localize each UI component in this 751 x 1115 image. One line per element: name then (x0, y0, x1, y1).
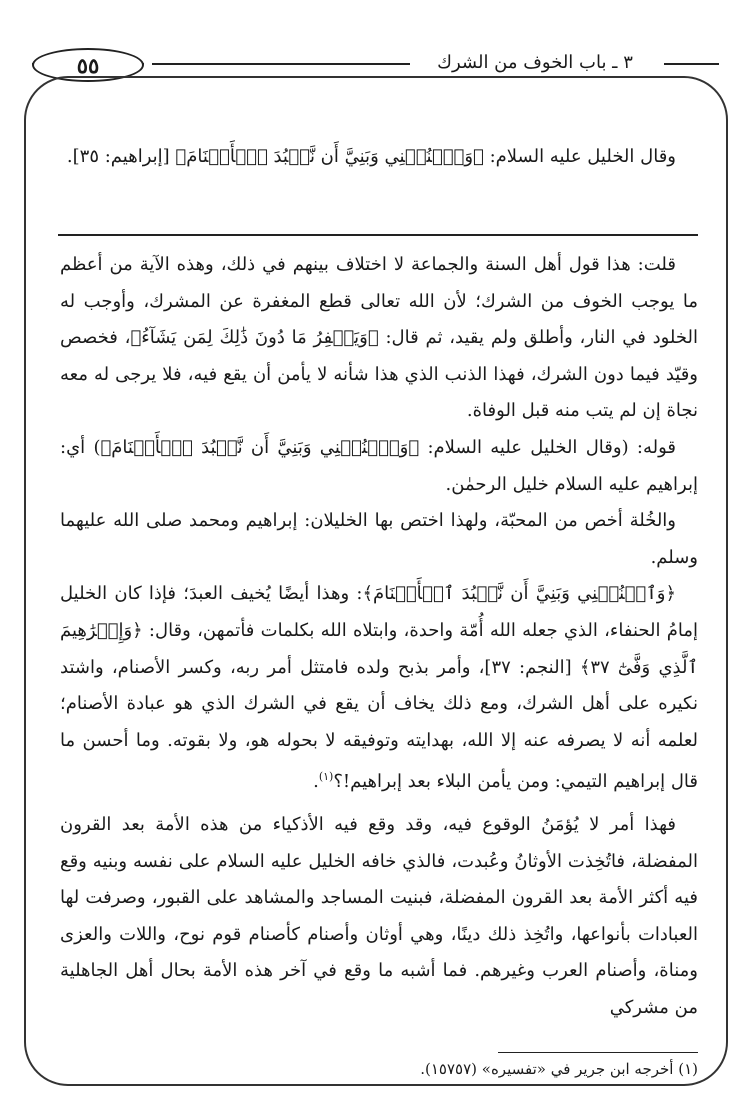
paragraph-2: قوله: (وقال الخليل عليه السلام: ﴿وَٱجۡنُبۡنِي وَبَنِيَّ أَن نَّعۡبُدَ ٱلۡأَصۡنَامَ﴾) أي: إبراهيم عليه السلام خليل الرحمٰن. (60, 436, 698, 495)
page-number-text: ٥٥ (76, 52, 100, 78)
header-rule-middle (152, 63, 410, 65)
matn-quote (60, 134, 698, 179)
header-rule-right (664, 63, 719, 65)
section-separator (58, 234, 698, 236)
paragraph-1: قلت: هذا قول أهل السنة والجماعة لا اختلاف بينهم في ذلك، وهذه الآية من أعظم ما يوجب الخوف من الشرك؛ لأن الله تعالى قطع المغفرة عن المشرك، وأوجب له الخلود في النار، وأطلق ولم يقيد، ثم قال: ﴿وَيَغۡفِرُ مَا دُونَ ذَٰلِكَ لِمَن يَشَآءُ﴾، فخصص وقيّد فيما دون الشرك، فهذا الذنب الذي هذا شأنه لا يأمن أن يقع فيه، فلا يرجى له معه نجاة إن لم يتب منه قبل الوفاة. (60, 254, 698, 422)
footnote: (١) أخرجه ابن جرير في «تفسيره» (١٥٧٥٧). (420, 1060, 698, 1078)
paragraph-3: والخُلة أخص من المحبّة، ولهذا اختص بها الخليلان: إبراهيم ومحمد صلى الله عليهما وسلم. (60, 510, 698, 568)
commentary (60, 247, 698, 1026)
paragraph-4-text: ﴿وَٱجۡنُبۡنِي وَبَنِيَّ أَن نَّعۡبُدَ ٱلۡأَصۡنَامَ﴾: وهذا أيضًا يُخيف العبدَ؛ فإذا كان الخليل إمامُ الحنفاء، الذي جعله الله أُمّة واحدة، وابتلاه الله بكلمات فأتمهن، وقال: ﴿وَإِبۡرَٰهِيمَ ٱلَّذِي وَفَّىٰٓ ٣٧﴾ [النجم: ٣٧]، وأمر بذبح ولده فامتثل أمر ربه، وكسر الأصنام، واشتد نكيره على أهل الشرك، ومع ذلك يخاف أن يقع في الشرك الذي هو عبادة الأصنام؛ لعلمه أنه لا يصرفه عنه إلا الله، بهدايته وتوفيقه لا بحوله هو، ولا بقوته. وما أحسن ما قال إبراهيم التيمي: ومن يأمن البلاء بعد إبراهيم!؟ (60, 583, 699, 793)
running-title: ٣ ـ باب الخوف من الشرك (437, 52, 633, 73)
paragraph-4: ﴿وَٱجۡنُبۡنِي وَبَنِيَّ أَن نَّعۡبُدَ ٱلۡأَصۡنَامَ﴾: وهذا أيضًا يُخيف العبدَ؛ فإذا كان الخليل إمامُ الحنفاء، الذي جعله الله أُمّة واحدة، وابتلاه الله بكلمات فأتمهن، وقال: ﴿وَإِبۡرَٰهِيمَ ٱلَّذِي وَفَّىٰٓ ٣٧﴾ [النجم: ٣٧]، وأمر بذبح ولده فامتثل أمر ربه، وكسر الأصنام، واشتد نكيره على أهل الشرك، ومع ذلك يخاف أن يقع في الشرك الذي هو عبادة الأصنام؛ لعلمه أنه لا يصرفه عنه إلا الله، بهدايته وتوفيقه لا بحوله هو، ولا بقوته. وما أحسن ما قال إبراهيم التيمي: ومن يأمن البلاء بعد إبراهيم!؟$^{(١)}$. (60, 583, 699, 793)
paragraph-5: فهذا أمر لا يُؤمَنُ الوقوع فيه، وقد وقع فيه الأذكياء من هذه الأمة بعد القرون المفضلة، فاتُخِذت الأوثانُ وعُبدت، فالذي خافه الخليل عليه السلام على نفسه وبنيه وقع فيه أكثر الأمة بعد القرون المفضلة، فبنيت المساجد والمشاهد على القبور، وصرفت لها العبادات بأنواعها، واتُخِذ ذلك دينًا، وهي أوثان وأصنام كأصنام قوم نوح، واللات والعزى ومناة، وأصنام العرب وغيرهم. فما أشبه ما وقع في آخر هذه الأمة بحال أهل الجاهلية من مشركي (60, 813, 698, 1018)
footnote-rule (498, 1052, 698, 1053)
matn-paragraph: وقال الخليل عليه السلام: ﴿وَٱجۡنُبۡنِي وَبَنِيَّ أَن نَّعۡبُدَ ٱلۡأَصۡنَامَ﴾ [إبراهيم: ٣٥]. (66, 146, 676, 167)
footnote-marker: (١) (318, 770, 334, 784)
